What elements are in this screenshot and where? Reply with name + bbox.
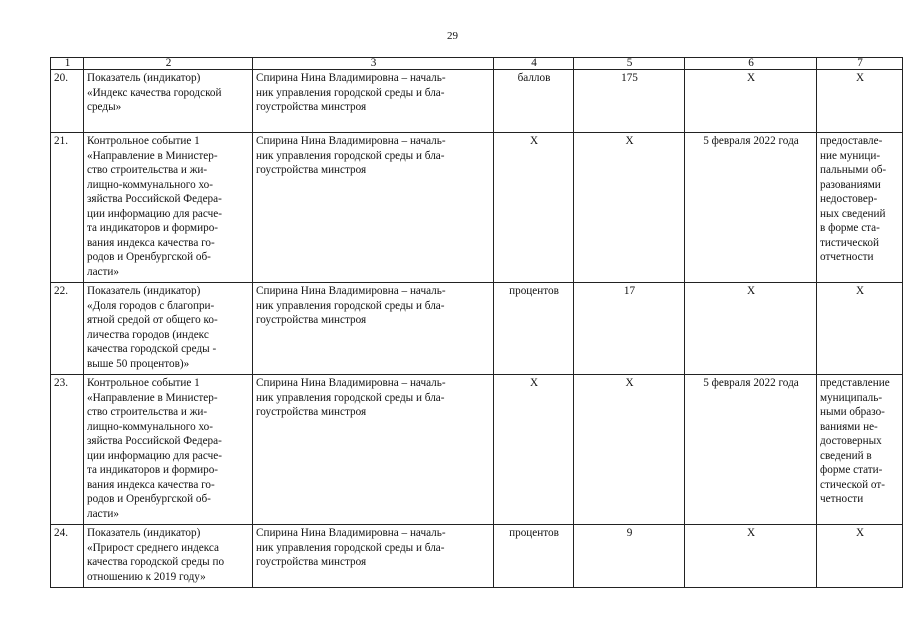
risk-cell-line: ваниями не- bbox=[820, 420, 878, 433]
indicator-name-cell-line: «Индекс качества городской bbox=[87, 86, 222, 99]
indicator-name-cell-line: выше 50 процентов)» bbox=[87, 357, 190, 370]
responsible-person-cell bbox=[253, 70, 494, 133]
deadline-cell: 5 февраля 2022 года bbox=[685, 375, 817, 525]
risk-cell-line: недостовер- bbox=[820, 193, 878, 205]
risk-cell-line: предоставле- bbox=[820, 135, 883, 147]
risk-cell-line: ными образо- bbox=[820, 406, 885, 418]
indicator-name-cell-line: качества городской среды - bbox=[87, 343, 217, 355]
indicator-name-cell-line: лищно-коммунального хо- bbox=[87, 420, 213, 433]
risk-cell-line: ние муници- bbox=[820, 149, 881, 162]
value-cell: 175 bbox=[574, 70, 685, 133]
indicator-name-cell-line: «Направление в Министер- bbox=[87, 391, 218, 404]
table-row bbox=[51, 133, 903, 283]
deadline-cell: 5 февраля 2022 года bbox=[685, 133, 817, 283]
indicator-name-cell-line: ции информацию для расче- bbox=[87, 449, 222, 462]
row-number-cell: 20. bbox=[51, 70, 84, 133]
indicator-name-cell bbox=[84, 525, 253, 588]
header-row bbox=[51, 58, 903, 70]
indicator-name-cell bbox=[84, 70, 253, 133]
responsible-person-cell-line: ник управления городской среды и бла- bbox=[256, 299, 445, 312]
risk-cell-line: сведений в bbox=[820, 449, 872, 462]
responsible-person-cell-line: ник управления городской среды и бла- bbox=[256, 541, 445, 554]
responsible-person-cell-line: гоустройства минстроя bbox=[256, 556, 367, 568]
indicators-table bbox=[50, 57, 903, 588]
deadline-cell: Х bbox=[685, 525, 817, 588]
deadline-cell: Х bbox=[685, 283, 817, 375]
risk-cell-line: отчетности bbox=[820, 251, 874, 263]
table-row bbox=[51, 525, 903, 588]
indicator-name-cell-line: Показатель (индикатор) bbox=[87, 527, 201, 539]
responsible-person-cell bbox=[253, 133, 494, 283]
responsible-person-cell bbox=[253, 525, 494, 588]
risk-cell-line: Х bbox=[855, 72, 865, 84]
responsible-person-cell-line: гоустройства минстроя bbox=[256, 406, 367, 418]
value-cell: Х bbox=[574, 375, 685, 525]
risk-cell-line: пальными об- bbox=[820, 164, 887, 176]
header-cell-6: 6 bbox=[685, 58, 817, 70]
responsible-person-cell-line: гоустройства минстроя bbox=[256, 101, 367, 113]
indicator-name-cell-line: отношению к 2019 году» bbox=[87, 570, 206, 583]
risk-cell-line: достоверных bbox=[820, 435, 882, 447]
indicator-name-cell-line: Контрольное событие 1 bbox=[87, 377, 200, 389]
page-number: 29 bbox=[447, 30, 458, 42]
indicator-name-cell-line: ство строительства и жи- bbox=[87, 406, 208, 418]
row-number-cell: 22. bbox=[51, 283, 84, 375]
indicator-name-cell-line: зяйства Российской Федера- bbox=[87, 435, 222, 447]
indicator-name-cell-line: «Доля городов с благопри- bbox=[87, 299, 215, 312]
indicator-name-cell-line: та индикаторов и формиро- bbox=[87, 222, 219, 234]
risk-cell-line: ных сведений bbox=[820, 207, 886, 220]
indicator-name-cell-line: «Прирост среднего индекса bbox=[87, 541, 219, 554]
indicator-name-cell-line: лищно-коммунального хо- bbox=[87, 178, 213, 191]
indicator-name-cell-line: Показатель (индикатор) bbox=[87, 285, 201, 297]
deadline-cell: Х bbox=[685, 70, 817, 133]
responsible-person-cell-line: Спирина Нина Владимировна – началь- bbox=[256, 135, 446, 147]
table-row bbox=[51, 70, 903, 133]
row-number-cell: 24. bbox=[51, 525, 84, 588]
risk-cell-line: разованиями bbox=[820, 178, 881, 191]
indicator-name-cell-line: среды» bbox=[87, 101, 122, 113]
header-cell-3: 3 bbox=[253, 58, 494, 70]
responsible-person-cell-line: Спирина Нина Владимировна – началь- bbox=[256, 527, 446, 539]
responsible-person-cell-line: Спирина Нина Владимировна – началь- bbox=[256, 285, 446, 297]
responsible-person-cell-line: ник управления городской среды и бла- bbox=[256, 149, 445, 162]
header-cell-7: 7 bbox=[817, 58, 903, 70]
indicator-name-cell-line: ции информацию для расче- bbox=[87, 207, 222, 220]
indicator-name-cell-line: ятной средой от общего ко- bbox=[87, 314, 218, 326]
unit-cell: процентов bbox=[494, 525, 574, 588]
risk-cell-line: представление bbox=[820, 377, 890, 389]
indicator-name-cell-line: вания индекса качества го- bbox=[87, 478, 215, 491]
table-row bbox=[51, 283, 903, 375]
value-cell: 17 bbox=[574, 283, 685, 375]
responsible-person-cell-line: гоустройства минстроя bbox=[256, 164, 367, 176]
header-cell-1: 1 bbox=[51, 58, 84, 70]
indicator-name-cell-line: зяйства Российской Федера- bbox=[87, 193, 222, 205]
risk-cell-line: стической от- bbox=[820, 478, 885, 491]
header-cell-5: 5 bbox=[574, 58, 685, 70]
indicator-name-cell-line: Контрольное событие 1 bbox=[87, 135, 200, 147]
indicator-name-cell bbox=[84, 133, 253, 283]
unit-cell: баллов bbox=[494, 70, 574, 133]
risk-cell bbox=[817, 375, 903, 525]
risk-cell bbox=[817, 133, 903, 283]
responsible-person-cell-line: гоустройства минстроя bbox=[256, 314, 367, 326]
row-number-cell: 23. bbox=[51, 375, 84, 525]
indicator-name-cell-line: родов и Оренбургской об- bbox=[87, 251, 211, 263]
unit-cell: Х bbox=[494, 375, 574, 525]
value-cell: 9 bbox=[574, 525, 685, 588]
indicator-name-cell-line: ство строительства и жи- bbox=[87, 164, 208, 176]
unit-cell: Х bbox=[494, 133, 574, 283]
table-row bbox=[51, 375, 903, 525]
indicator-name-cell-line: личества городов (индекс bbox=[87, 328, 209, 341]
risk-cell-line: Х bbox=[855, 285, 865, 297]
indicator-name-cell-line: ласти» bbox=[87, 265, 119, 278]
risk-cell-line: форме стати- bbox=[820, 464, 883, 476]
indicator-name-cell bbox=[84, 283, 253, 375]
header-cell-2: 2 bbox=[84, 58, 253, 70]
indicator-name-cell bbox=[84, 375, 253, 525]
header-cell-4: 4 bbox=[494, 58, 574, 70]
risk-cell-line: тистической bbox=[820, 236, 880, 249]
responsible-person-cell-line: Спирина Нина Владимировна – началь- bbox=[256, 377, 446, 389]
responsible-person-cell bbox=[253, 375, 494, 525]
responsible-person-cell-line: ник управления городской среды и бла- bbox=[256, 391, 445, 404]
risk-cell-line: муниципаль- bbox=[820, 391, 883, 404]
indicator-name-cell-line: родов и Оренбургской об- bbox=[87, 493, 211, 505]
unit-cell: процентов bbox=[494, 283, 574, 375]
indicator-name-cell-line: та индикаторов и формиро- bbox=[87, 464, 219, 476]
responsible-person-cell-line: ник управления городской среды и бла- bbox=[256, 86, 445, 99]
risk-cell-line: четности bbox=[820, 493, 864, 505]
responsible-person-cell-line: Спирина Нина Владимировна – началь- bbox=[256, 72, 446, 84]
row-number-cell: 21. bbox=[51, 133, 84, 283]
value-cell: Х bbox=[574, 133, 685, 283]
risk-cell bbox=[817, 525, 903, 588]
indicator-name-cell-line: ласти» bbox=[87, 507, 119, 520]
responsible-person-cell bbox=[253, 283, 494, 375]
risk-cell bbox=[817, 70, 903, 133]
indicator-name-cell-line: качества городской среды по bbox=[87, 556, 225, 568]
risk-cell-line: в форме ста- bbox=[820, 222, 880, 234]
indicator-name-cell-line: «Направление в Министер- bbox=[87, 149, 218, 162]
indicator-name-cell-line: вания индекса качества го- bbox=[87, 236, 215, 249]
risk-cell bbox=[817, 283, 903, 375]
indicator-name-cell-line: Показатель (индикатор) bbox=[87, 72, 201, 84]
risk-cell-line: Х bbox=[855, 527, 865, 539]
